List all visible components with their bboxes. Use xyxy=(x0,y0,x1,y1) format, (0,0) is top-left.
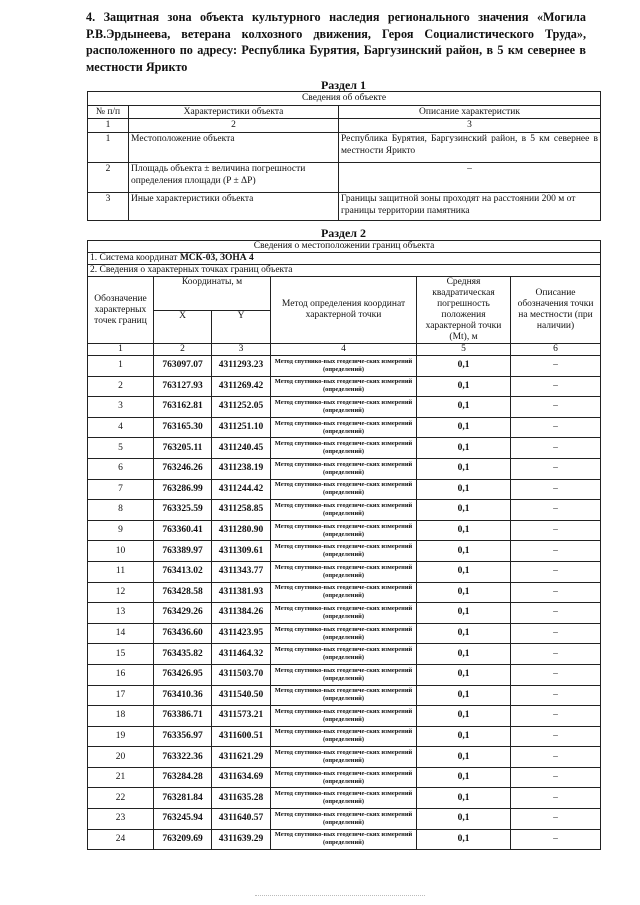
section2-title: Раздел 2 xyxy=(320,226,367,240)
point-x: 763284.28 xyxy=(154,767,212,788)
table-row xyxy=(88,623,601,644)
table-row xyxy=(88,520,601,541)
point-method: Метод спутнико-вых геодезиче-ских измерений (определений) xyxy=(271,788,417,809)
point-description: – xyxy=(511,541,601,562)
point-method: Метод спутнико-вых геодезиче-ских измерений (определений) xyxy=(271,747,417,768)
point-number: 15 xyxy=(88,644,154,665)
point-number: 19 xyxy=(88,726,154,747)
point-number: 10 xyxy=(88,541,154,562)
row-desc: Границы защитной зоны проходят на расстоянии 200 м от границы территории памятника xyxy=(339,192,601,220)
point-description: – xyxy=(511,623,601,644)
col-number: 3 xyxy=(212,344,271,356)
point-x: 763097.07 xyxy=(154,356,212,377)
point-y: 4311464.32 xyxy=(212,644,271,665)
point-method: Метод спутнико-вых геодезиче-ских измерений (определений) xyxy=(271,541,417,562)
point-number: 24 xyxy=(88,829,154,850)
point-accuracy: 0,1 xyxy=(417,706,511,727)
point-accuracy: 0,1 xyxy=(417,664,511,685)
point-method: Метод спутнико-вых геодезиче-ских измерений (определений) xyxy=(271,417,417,438)
point-number: 23 xyxy=(88,809,154,830)
point-y: 4311635.28 xyxy=(212,788,271,809)
point-y: 4311244.42 xyxy=(212,479,271,500)
point-y: 4311293.23 xyxy=(212,356,271,377)
table-row xyxy=(88,767,601,788)
point-method: Метод спутнико-вых геодезиче-ских измерений (определений) xyxy=(271,726,417,747)
table-row xyxy=(88,561,601,582)
header-number: № п/п xyxy=(88,105,129,119)
point-y: 4311309.61 xyxy=(212,541,271,562)
point-y: 4311258.85 xyxy=(212,500,271,521)
point-x: 763435.82 xyxy=(154,644,212,665)
points-caption: 2. Сведения о характерных точках границ объекта xyxy=(88,265,601,277)
header-coords: Координаты, м xyxy=(154,277,271,311)
header-y: Y xyxy=(212,311,271,344)
point-number: 12 xyxy=(88,582,154,603)
point-method: Метод спутнико-вых геодезиче-ских измерений (определений) xyxy=(271,397,417,418)
table-row xyxy=(88,162,601,192)
point-x: 763356.97 xyxy=(154,726,212,747)
point-y: 4311238.19 xyxy=(212,458,271,479)
table-row xyxy=(88,438,601,459)
point-number: 8 xyxy=(88,500,154,521)
object-info-caption: Сведения об объекте xyxy=(88,92,601,106)
point-y: 4311252.05 xyxy=(212,397,271,418)
point-accuracy: 0,1 xyxy=(417,458,511,479)
point-description: – xyxy=(511,603,601,624)
table-row xyxy=(88,458,601,479)
point-number: 20 xyxy=(88,747,154,768)
point-x: 763205.11 xyxy=(154,438,212,459)
point-description: – xyxy=(511,417,601,438)
point-number: 2 xyxy=(88,376,154,397)
point-accuracy: 0,1 xyxy=(417,376,511,397)
point-x: 763127.93 xyxy=(154,376,212,397)
point-accuracy: 0,1 xyxy=(417,417,511,438)
point-description: – xyxy=(511,726,601,747)
point-y: 4311343.77 xyxy=(212,561,271,582)
point-method: Метод спутнико-вых геодезиче-ских измерений (определений) xyxy=(271,520,417,541)
point-number: 16 xyxy=(88,664,154,685)
point-number: 5 xyxy=(88,438,154,459)
table-row xyxy=(88,603,601,624)
scan-artifact xyxy=(255,895,425,899)
point-description: – xyxy=(511,685,601,706)
point-description: – xyxy=(511,706,601,727)
coordinate-system-label: 1. Система координат xyxy=(90,253,180,263)
boundary-points-table xyxy=(87,240,601,850)
point-method: Метод спутнико-вых геодезиче-ских измерений (определений) xyxy=(271,829,417,850)
point-x: 763413.02 xyxy=(154,561,212,582)
point-method: Метод спутнико-вых геодезиче-ских измерений (определений) xyxy=(271,767,417,788)
point-method: Метод спутнико-вых геодезиче-ских измерений (определений) xyxy=(271,561,417,582)
point-description: – xyxy=(511,767,601,788)
row-name: Местоположение объекта xyxy=(129,132,339,162)
coordinate-system-value: МСК-03, ЗОНА 4 xyxy=(179,253,254,263)
header-description: Описание характеристик xyxy=(339,105,601,119)
point-y: 4311384.26 xyxy=(212,603,271,624)
table-row xyxy=(88,726,601,747)
table-row xyxy=(88,192,601,220)
point-accuracy: 0,1 xyxy=(417,500,511,521)
point-x: 763165.30 xyxy=(154,417,212,438)
point-x: 763162.81 xyxy=(154,397,212,418)
header-x: X xyxy=(154,311,212,344)
point-y: 4311540.50 xyxy=(212,685,271,706)
point-x: 763426.95 xyxy=(154,664,212,685)
point-method: Метод спутнико-вых геодезиче-ских измерений (определений) xyxy=(271,438,417,459)
point-accuracy: 0,1 xyxy=(417,520,511,541)
point-method: Метод спутнико-вых геодезиче-ских измерений (определений) xyxy=(271,664,417,685)
boundary-caption: Сведения о местоположении границ объекта xyxy=(88,241,601,253)
point-number: 11 xyxy=(88,561,154,582)
point-accuracy: 0,1 xyxy=(417,747,511,768)
coordinate-system xyxy=(88,253,601,265)
col-number: 3 xyxy=(339,119,601,133)
point-x: 763436.60 xyxy=(154,623,212,644)
point-description: – xyxy=(511,747,601,768)
table-row xyxy=(88,788,601,809)
point-number: 1 xyxy=(88,356,154,377)
point-description: – xyxy=(511,664,601,685)
point-accuracy: 0,1 xyxy=(417,438,511,459)
points-body xyxy=(88,356,601,850)
header-designation: Обозначение характерных точек границ xyxy=(88,277,154,344)
point-x: 763360.41 xyxy=(154,520,212,541)
point-x: 763428.58 xyxy=(154,582,212,603)
point-accuracy: 0,1 xyxy=(417,356,511,377)
col-number: 6 xyxy=(511,344,601,356)
row-name: Площадь объекта ± величина погрешности определения площади (P ± ΔP) xyxy=(129,162,339,192)
table-row xyxy=(88,747,601,768)
header-accuracy: Средняя квадратическая погрешность положения характерной точки (Mt), м xyxy=(417,277,511,344)
point-description: – xyxy=(511,397,601,418)
point-x: 763281.84 xyxy=(154,788,212,809)
point-description: – xyxy=(511,582,601,603)
row-number: 1 xyxy=(88,132,129,162)
point-number: 18 xyxy=(88,706,154,727)
table-row xyxy=(88,479,601,500)
point-y: 4311621.29 xyxy=(212,747,271,768)
point-accuracy: 0,1 xyxy=(417,829,511,850)
point-accuracy: 0,1 xyxy=(417,767,511,788)
point-x: 763386.71 xyxy=(154,706,212,727)
table-row xyxy=(88,500,601,521)
table-row xyxy=(88,664,601,685)
point-accuracy: 0,1 xyxy=(417,809,511,830)
table-row xyxy=(88,829,601,850)
table-row xyxy=(88,706,601,727)
point-number: 6 xyxy=(88,458,154,479)
table-row xyxy=(88,417,601,438)
col-number: 5 xyxy=(417,344,511,356)
point-y: 4311423.95 xyxy=(212,623,271,644)
point-y: 4311600.51 xyxy=(212,726,271,747)
point-x: 763389.97 xyxy=(154,541,212,562)
header-description: Описание обозначения точки на местности (при наличии) xyxy=(511,277,601,344)
point-number: 3 xyxy=(88,397,154,418)
point-method: Метод спутнико-вых геодезиче-ских измерений (определений) xyxy=(271,644,417,665)
point-number: 14 xyxy=(88,623,154,644)
section-heading: 4. Защитная зона объекта культурного наследия регионального значения «Могила Р.В.Эрдынеева, ветерана колхозного движения, Героя Социалистического Труда», расположенного по адресу: Республика Бурятия, Баргузинский район, в 5 км севернее в местности Ярикто xyxy=(86,10,586,74)
section1-title: Раздел 1 xyxy=(320,78,367,92)
point-accuracy: 0,1 xyxy=(417,603,511,624)
point-method: Метод спутнико-вых геодезиче-ских измерений (определений) xyxy=(271,479,417,500)
point-x: 763246.26 xyxy=(154,458,212,479)
point-number: 17 xyxy=(88,685,154,706)
point-y: 4311269.42 xyxy=(212,376,271,397)
col-number: 1 xyxy=(88,344,154,356)
point-method: Метод спутнико-вых геодезиче-ских измерений (определений) xyxy=(271,500,417,521)
row-desc: – xyxy=(339,162,601,192)
point-accuracy: 0,1 xyxy=(417,726,511,747)
point-number: 7 xyxy=(88,479,154,500)
table-row xyxy=(88,356,601,377)
point-y: 4311280.90 xyxy=(212,520,271,541)
point-number: 21 xyxy=(88,767,154,788)
table-row xyxy=(88,132,601,162)
point-x: 763429.26 xyxy=(154,603,212,624)
point-y: 4311381.93 xyxy=(212,582,271,603)
point-description: – xyxy=(511,829,601,850)
point-x: 763286.99 xyxy=(154,479,212,500)
point-method: Метод спутнико-вых геодезиче-ских измерений (определений) xyxy=(271,685,417,706)
point-method: Метод спутнико-вых геодезиче-ских измерений (определений) xyxy=(271,603,417,624)
row-desc: Республика Бурятия, Баргузинский район, в 5 км севернее в местности Ярикто xyxy=(339,132,601,162)
row-number: 2 xyxy=(88,162,129,192)
table-row xyxy=(88,376,601,397)
point-description: – xyxy=(511,520,601,541)
point-accuracy: 0,1 xyxy=(417,541,511,562)
point-x: 763322.36 xyxy=(154,747,212,768)
point-number: 9 xyxy=(88,520,154,541)
table-row xyxy=(88,582,601,603)
table-row xyxy=(88,685,601,706)
point-description: – xyxy=(511,479,601,500)
point-y: 4311503.70 xyxy=(212,664,271,685)
point-description: – xyxy=(511,376,601,397)
point-description: – xyxy=(511,788,601,809)
point-method: Метод спутнико-вых геодезиче-ских измерений (определений) xyxy=(271,458,417,479)
point-number: 22 xyxy=(88,788,154,809)
table-row xyxy=(88,397,601,418)
point-description: – xyxy=(511,438,601,459)
object-info-table xyxy=(87,91,601,221)
point-y: 4311573.21 xyxy=(212,706,271,727)
point-description: – xyxy=(511,458,601,479)
point-description: – xyxy=(511,561,601,582)
table-row xyxy=(88,644,601,665)
col-number: 2 xyxy=(154,344,212,356)
point-description: – xyxy=(511,644,601,665)
col-number: 2 xyxy=(129,119,339,133)
point-y: 4311634.69 xyxy=(212,767,271,788)
col-number: 1 xyxy=(88,119,129,133)
point-x: 763325.59 xyxy=(154,500,212,521)
point-method: Метод спутнико-вых геодезиче-ских измерений (определений) xyxy=(271,706,417,727)
point-y: 4311240.45 xyxy=(212,438,271,459)
point-accuracy: 0,1 xyxy=(417,397,511,418)
table-row xyxy=(88,809,601,830)
point-description: – xyxy=(511,500,601,521)
point-accuracy: 0,1 xyxy=(417,685,511,706)
point-x: 763410.36 xyxy=(154,685,212,706)
point-y: 4311640.57 xyxy=(212,809,271,830)
point-method: Метод спутнико-вых геодезиче-ских измерений (определений) xyxy=(271,582,417,603)
point-y: 4311251.10 xyxy=(212,417,271,438)
point-description: – xyxy=(511,356,601,377)
table-row xyxy=(88,541,601,562)
point-number: 4 xyxy=(88,417,154,438)
header-characteristics: Характеристики объекта xyxy=(129,105,339,119)
point-accuracy: 0,1 xyxy=(417,479,511,500)
point-method: Метод спутнико-вых геодезиче-ских измерений (определений) xyxy=(271,809,417,830)
point-accuracy: 0,1 xyxy=(417,644,511,665)
point-accuracy: 0,1 xyxy=(417,623,511,644)
point-method: Метод спутнико-вых геодезиче-ских измерений (определений) xyxy=(271,623,417,644)
point-x: 763209.69 xyxy=(154,829,212,850)
row-number: 3 xyxy=(88,192,129,220)
col-number: 4 xyxy=(271,344,417,356)
point-accuracy: 0,1 xyxy=(417,582,511,603)
point-y: 4311639.29 xyxy=(212,829,271,850)
row-name: Иные характеристики объекта xyxy=(129,192,339,220)
point-accuracy: 0,1 xyxy=(417,561,511,582)
point-method: Метод спутнико-вых геодезиче-ских измерений (определений) xyxy=(271,376,417,397)
point-description: – xyxy=(511,809,601,830)
point-x: 763245.94 xyxy=(154,809,212,830)
point-accuracy: 0,1 xyxy=(417,788,511,809)
point-number: 13 xyxy=(88,603,154,624)
header-method: Метод определения координат характерной точки xyxy=(271,277,417,344)
point-method: Метод спутнико-вых геодезиче-ских измерений (определений) xyxy=(271,356,417,377)
